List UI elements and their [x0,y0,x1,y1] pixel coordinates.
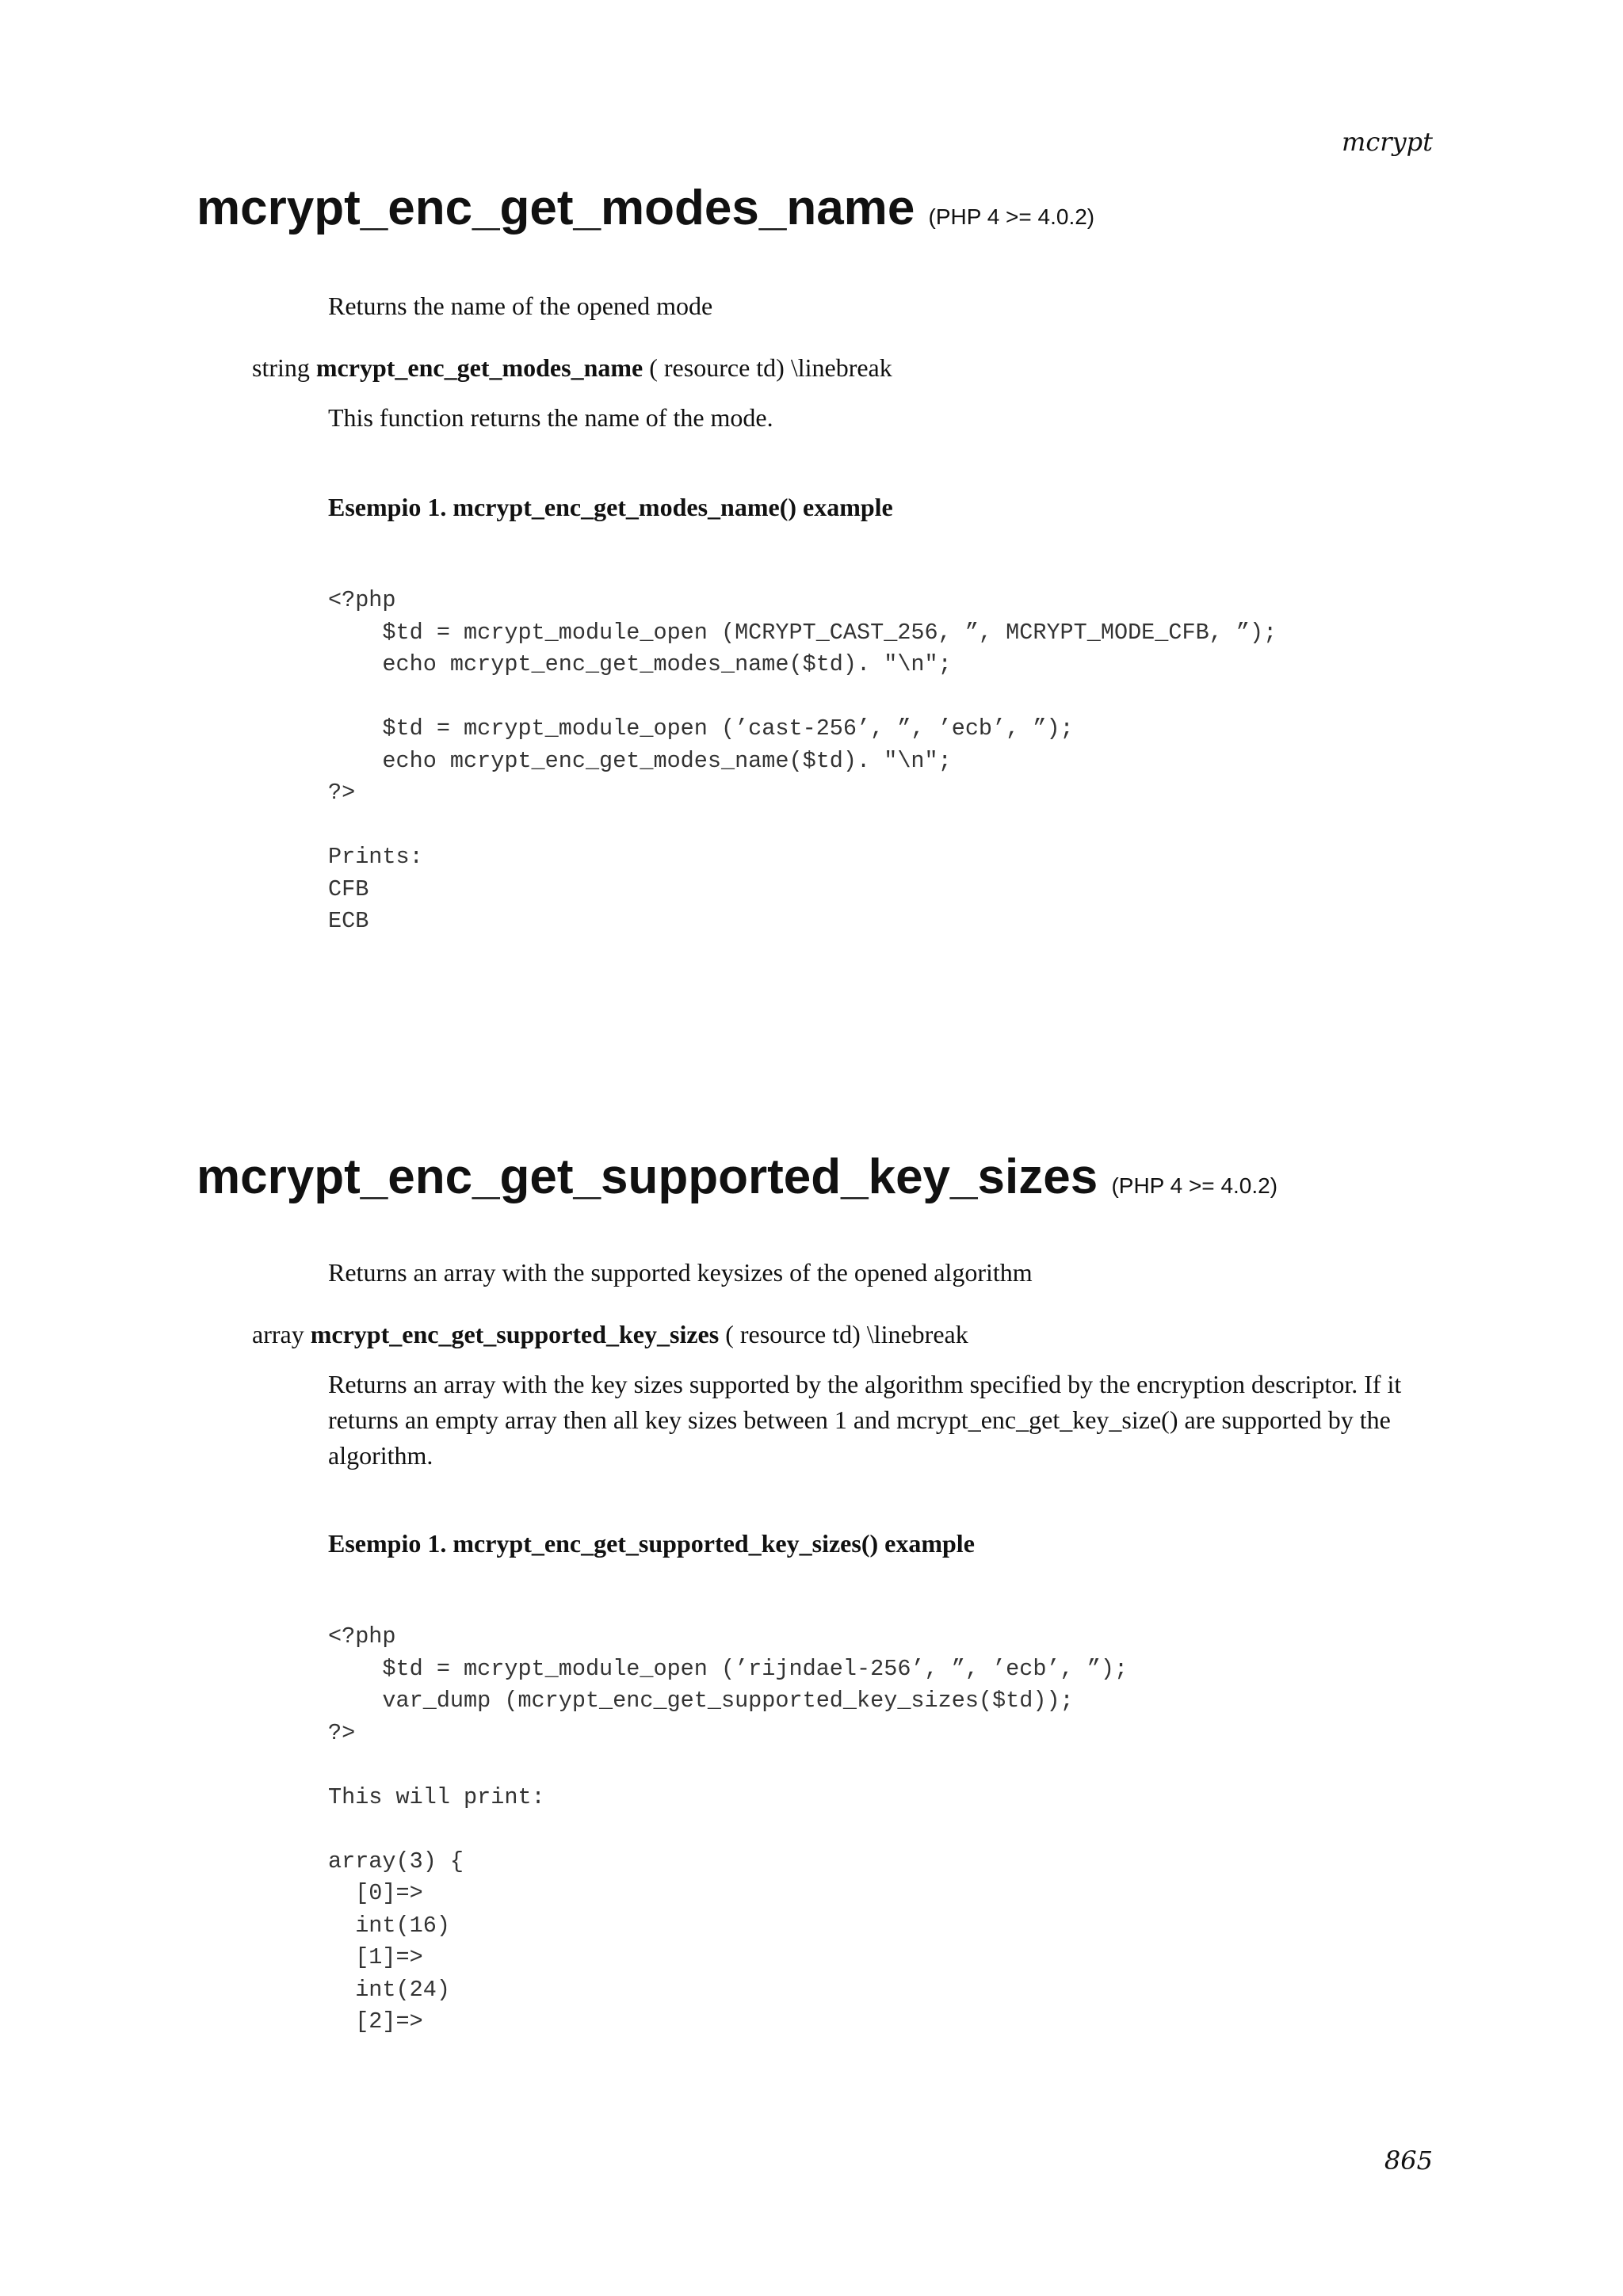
running-head: mcrypt [1342,127,1433,157]
section-1-return-type: string [252,353,310,382]
section-1-signature-params: ( resource td) \linebreak [649,353,892,382]
section-2-purpose: Returns an array with the supported keysizes of the opened algorithm [328,1258,1033,1287]
section-1-signature [252,350,892,386]
section-2-example-title: Esempio 1. mcrypt_enc_get_supported_key_sizes() example [328,1529,975,1558]
section-2-since: (PHP 4 >= 4.0.2) [1111,1173,1278,1198]
section-2-description: Returns an array with the key sizes supported by the algorithm specified by the encryption descriptor. If it returns an empty array then all key sizes between 1 and mcrypt_enc_get_key_size() are supported by the algorithm. [328,1370,1402,1470]
section-1-purpose: Returns the name of the opened mode [328,292,713,320]
section-1-example-title: Esempio 1. mcrypt_enc_get_modes_name() example [328,493,893,521]
page-number: 865 [1384,2145,1433,2176]
section-1-since: (PHP 4 >= 4.0.2) [928,204,1095,229]
section-1-description: This function returns the name of the mode. [328,403,773,432]
section-1-signature-function: mcrypt_enc_get_modes_name [315,353,643,382]
section-2-code-block: <?php $td = mcrypt_module_open (’rijndael-256’, ”, ’ecb’, ”); var_dump (mcrypt_enc_get_supported_key_sizes($td)); ?> This will print: array(3) { [0]=> int(16) [1]=> int(24) [2]=> [328,1623,1128,2035]
section-2-heading [197,1150,1278,1204]
section-2-signature-function: mcrypt_enc_get_supported_key_sizes [310,1320,720,1348]
section-2-function-name: mcrypt_enc_get_supported_key_sizes [197,1150,1098,1204]
section-1-heading [197,181,1095,235]
section-2-signature-params: ( resource td) \linebreak [725,1320,968,1348]
section-1-code-block: <?php $td = mcrypt_module_open (MCRYPT_CAST_256, ”, MCRYPT_MODE_CFB, ”); echo mcrypt_enc_get_modes_name($td). "\n"; $td = mcrypt_module_open (’cast-256’, ”, ’ecb’, ”); echo mcrypt_enc_get_modes_name($td). "\n"; ?> Prints: CFB ECB [328,587,1277,934]
section-1-function-name: mcrypt_enc_get_modes_name [197,181,915,235]
section-2-return-type: array [252,1320,304,1348]
section-2-signature [252,1317,968,1352]
